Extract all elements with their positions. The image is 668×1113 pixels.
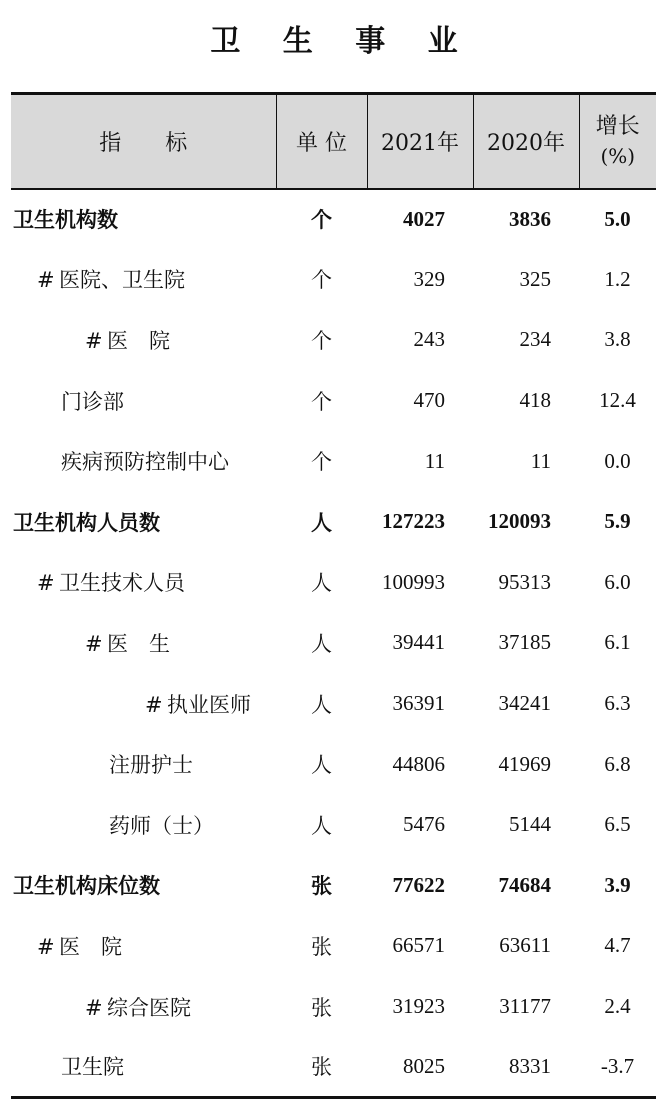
row-value-2021: 329 <box>413 266 445 291</box>
row-unit: 个 <box>311 389 332 414</box>
row-value-2020: 34241 <box>498 691 551 716</box>
table-row <box>11 613 656 674</box>
row-growth: 0.0 <box>604 448 631 473</box>
row-growth: 6.3 <box>604 691 631 716</box>
row-value-2020: 325 <box>519 266 551 291</box>
row-label: # 医 院 <box>85 328 170 353</box>
row-unit: 张 <box>311 874 332 899</box>
row-value-2020: 120093 <box>488 509 551 534</box>
row-label: # 医 生 <box>85 631 170 656</box>
row-value-2021: 4027 <box>403 206 445 231</box>
table-row <box>11 310 656 371</box>
row-growth: 6.8 <box>604 751 631 776</box>
row-value-2021: 77622 <box>392 872 445 897</box>
row-unit: 个 <box>311 268 332 293</box>
row-growth: 1.2 <box>604 266 631 291</box>
table-row <box>11 673 656 734</box>
hash-prefix: # <box>85 631 103 656</box>
header-indicator: 指 标 <box>99 130 188 156</box>
header-growth-label: 增长 <box>595 114 640 140</box>
row-label: 卫生院 <box>61 1055 124 1080</box>
hash-prefix: # <box>37 934 55 959</box>
row-value-2020: 31177 <box>499 994 551 1019</box>
row-value-2020: 95313 <box>498 569 551 594</box>
row-value-2021: 66571 <box>392 933 445 958</box>
row-value-2021: 470 <box>413 388 445 413</box>
table-row <box>11 976 656 1037</box>
row-unit: 张 <box>311 934 332 959</box>
table-row <box>11 431 656 492</box>
table-row <box>11 916 656 977</box>
row-growth: 6.5 <box>604 812 631 837</box>
row-label: # 医 院 <box>37 934 122 959</box>
row-label: # 执业医师 <box>145 692 251 717</box>
row-growth: 6.0 <box>604 569 631 594</box>
header-2021: 2021年 <box>367 94 473 189</box>
row-label: # 卫生技术人员 <box>37 571 185 596</box>
table-row <box>11 552 656 613</box>
header-2020: 2020年 <box>473 94 579 189</box>
row-growth: 3.8 <box>604 327 631 352</box>
row-value-2021: 243 <box>413 327 445 352</box>
hash-prefix: # <box>85 328 103 353</box>
row-unit: 人 <box>311 631 332 656</box>
row-growth: 5.9 <box>604 509 631 534</box>
table-row <box>11 189 656 250</box>
row-unit: 个 <box>311 328 332 353</box>
hash-prefix: # <box>37 571 55 596</box>
row-unit: 张 <box>311 1055 332 1080</box>
header-growth <box>579 94 656 189</box>
row-label: 门诊部 <box>61 389 124 414</box>
row-value-2020: 8331 <box>509 1053 551 1078</box>
row-label: # 医院、卫生院 <box>37 268 185 293</box>
row-value-2020: 63611 <box>499 933 551 958</box>
table-header <box>11 94 656 189</box>
row-unit: 人 <box>311 753 332 778</box>
row-unit: 人 <box>311 692 332 717</box>
row-value-2021: 36391 <box>392 691 445 716</box>
hash-prefix: # <box>37 268 55 293</box>
row-unit: 人 <box>311 510 332 535</box>
row-unit: 人 <box>311 813 332 838</box>
row-label: 卫生机构床位数 <box>13 874 160 899</box>
row-label: # 综合医院 <box>85 995 191 1020</box>
row-value-2020: 37185 <box>498 630 551 655</box>
row-label: 药师（士） <box>109 813 214 838</box>
table-row <box>11 1037 656 1098</box>
row-unit: 个 <box>311 208 332 233</box>
row-value-2021: 5476 <box>403 812 445 837</box>
table-row <box>11 249 656 310</box>
row-label: 卫生机构数 <box>13 208 118 233</box>
table-row <box>11 491 656 552</box>
row-growth: 6.1 <box>604 630 631 655</box>
row-growth: 3.9 <box>604 872 631 897</box>
row-value-2020: 74684 <box>498 872 551 897</box>
row-value-2020: 3836 <box>509 206 551 231</box>
row-value-2020: 41969 <box>498 751 551 776</box>
row-growth: -3.7 <box>600 1053 635 1078</box>
health-table-container <box>11 92 656 1099</box>
row-value-2021: 8025 <box>403 1053 445 1078</box>
row-value-2021: 100993 <box>382 569 445 594</box>
row-growth: 12.4 <box>599 388 636 413</box>
row-growth: 5.0 <box>604 206 631 231</box>
row-value-2021: 11 <box>424 448 445 473</box>
hash-prefix: # <box>145 692 163 717</box>
row-growth: 2.4 <box>604 994 631 1019</box>
row-value-2020: 11 <box>530 448 551 473</box>
row-unit: 张 <box>311 995 332 1020</box>
health-statistics-table <box>11 92 656 1099</box>
table-row <box>11 794 656 855</box>
hash-prefix: # <box>85 995 103 1020</box>
page-title: 卫 生 事 业 <box>210 24 474 59</box>
row-value-2020: 418 <box>519 388 551 413</box>
row-growth: 4.7 <box>604 933 631 958</box>
table-row <box>11 855 656 916</box>
row-value-2020: 5144 <box>509 812 551 837</box>
row-unit: 人 <box>311 571 332 596</box>
row-value-2021: 31923 <box>392 994 445 1019</box>
row-value-2021: 44806 <box>392 751 445 776</box>
row-value-2020: 234 <box>519 327 551 352</box>
row-label: 疾病预防控制中心 <box>61 450 229 475</box>
row-value-2021: 127223 <box>382 509 445 534</box>
table-row <box>11 370 656 431</box>
row-value-2021: 39441 <box>392 630 445 655</box>
row-unit: 个 <box>311 450 332 475</box>
header-growth-unit: (%) <box>600 144 636 169</box>
table-row <box>11 734 656 795</box>
row-label: 卫生机构人员数 <box>13 510 160 535</box>
row-label: 注册护士 <box>109 753 193 778</box>
table-body <box>11 189 656 1098</box>
header-unit: 单 位 <box>276 94 367 189</box>
